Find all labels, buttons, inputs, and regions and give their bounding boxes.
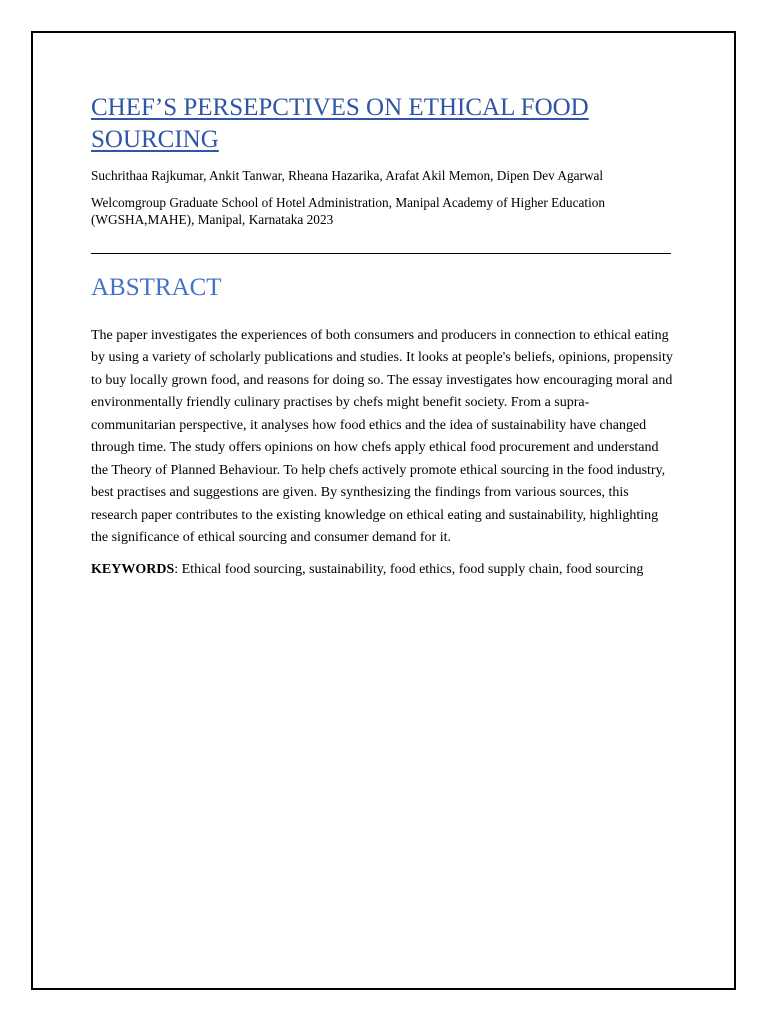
keywords-label: KEYWORDS	[91, 561, 175, 577]
keywords-text: : Ethical food sourcing, sustainability, food ethics, food supply chain, food sourcing	[174, 561, 644, 577]
affiliation: Welcomgroup Graduate School of Hotel Administration, Manipal Academy of Higher Education (WGSHA,MAHE), Manipal, Karnataka 2023	[91, 195, 606, 227]
paper-title: CHEF’S PERSEPCTIVES ON ETHICAL FOOD SOURCING	[91, 94, 589, 153]
abstract-paragraph: The paper investigates the experiences of both consumers and producers in connection to ethical eating by using a variety of scholarly publications and studies. It looks at people's beliefs, opinions, propensity to buy locally grown food, and reasons for doing so. The essay investigates how encouraging moral and environmentally friendly culinary practises by chefs might benefit society. From a supra-communitarian perspective, it analyses how food ethics and the idea of sustainability have changed through time. The study offers opinions on how chefs apply ethical food procurement and understand the Theory of Planned Behaviour. To help chefs actively promote ethical sourcing in the food industry, best practises and suggestions are given. By synthesizing the findings from various sources, this research paper contributes to the existing knowledge on ethical eating and sustainability, highlighting the significance of ethical sourcing and consumer demand for it.	[91, 327, 673, 546]
horizontal-divider	[91, 253, 671, 254]
keywords-line	[91, 561, 673, 578]
abstract-heading: ABSTRACT	[91, 274, 222, 301]
author-list: Suchrithaa Rajkumar, Ankit Tanwar, Rheana Hazarika, Arafat Akil Memon, Dipen Dev Agarwal	[91, 168, 604, 183]
paper-content	[91, 92, 673, 578]
